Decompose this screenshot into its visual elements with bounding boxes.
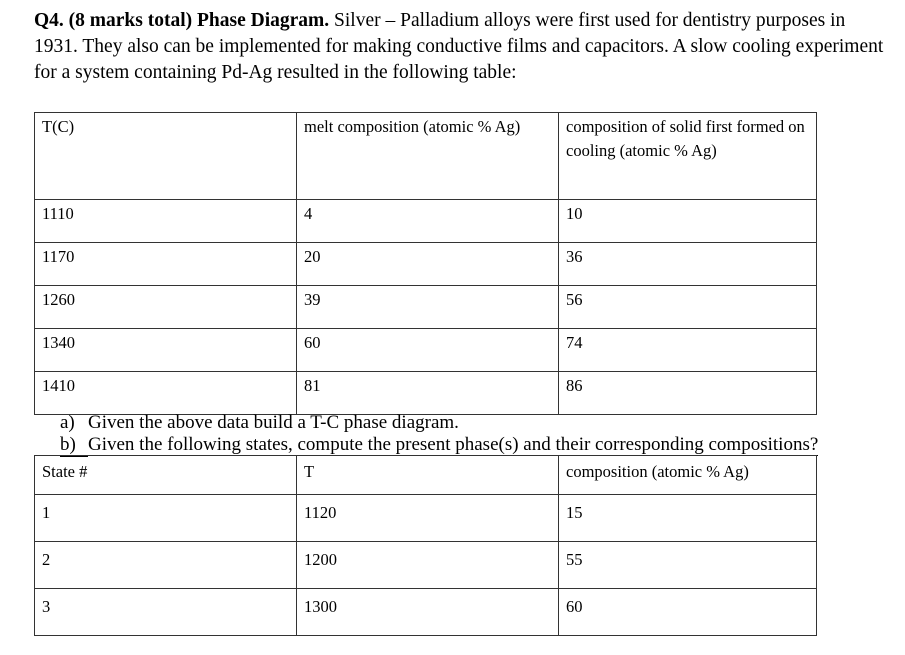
table-row [35, 542, 817, 589]
table-cell: 1 [35, 495, 297, 542]
question-title: Q4. (8 marks total) Phase Diagram. [34, 10, 330, 31]
table-cell: 60 [559, 589, 817, 636]
part-b [60, 434, 818, 457]
table-cell: 86 [559, 372, 817, 415]
table-cell: 10 [559, 200, 817, 243]
header-cell: T(C) [35, 113, 297, 200]
table-cell: 56 [559, 286, 817, 329]
header-cell: composition (atomic % Ag) [559, 456, 817, 495]
cooling-data-table [34, 112, 817, 415]
part-label: b) [60, 434, 88, 457]
table-cell: 55 [559, 542, 817, 589]
header-cell: T [297, 456, 559, 495]
part-a [60, 412, 818, 434]
table-cell: 1200 [297, 542, 559, 589]
question-body: Silver – Palladium alloys were first used for dentistry purposes in 1931. They also can be implemented for making conductive films and capacitors. A slow cooling experiment for a system containing Pd-Ag resulted in the following table: [34, 10, 884, 83]
header-cell: State # [35, 456, 297, 495]
table-cell: 1260 [35, 286, 297, 329]
part-label: a) [60, 412, 75, 433]
table-row [35, 200, 817, 243]
part-text: Given the following states, compute the present phase(s) and their corresponding compositions? [88, 434, 819, 455]
table-cell: 4 [297, 200, 559, 243]
state-table [34, 455, 817, 636]
table-row [35, 329, 817, 372]
table-cell: 3 [35, 589, 297, 636]
question-text [34, 8, 894, 86]
table-row [35, 243, 817, 286]
table-cell: 2 [35, 542, 297, 589]
table-row [35, 589, 817, 636]
question-parts [60, 412, 818, 457]
table-cell: 1170 [35, 243, 297, 286]
part-text: Given the above data build a T-C phase diagram. [88, 412, 459, 433]
table-cell: 15 [559, 495, 817, 542]
table-cell: 1340 [35, 329, 297, 372]
table-cell: 36 [559, 243, 817, 286]
table-header-row [35, 113, 817, 200]
table-row [35, 495, 817, 542]
table-cell: 1120 [297, 495, 559, 542]
table-cell: 39 [297, 286, 559, 329]
table-row [35, 372, 817, 415]
table-cell: 1300 [297, 589, 559, 636]
table-row [35, 286, 817, 329]
table-cell: 74 [559, 329, 817, 372]
table-cell: 1410 [35, 372, 297, 415]
table-cell: 20 [297, 243, 559, 286]
table-cell: 60 [297, 329, 559, 372]
table-cell: 1110 [35, 200, 297, 243]
header-cell: composition of solid first formed on cooling (atomic % Ag) [559, 113, 817, 200]
table-header-row [35, 456, 817, 495]
table-cell: 81 [297, 372, 559, 415]
header-cell: melt composition (atomic % Ag) [297, 113, 559, 200]
